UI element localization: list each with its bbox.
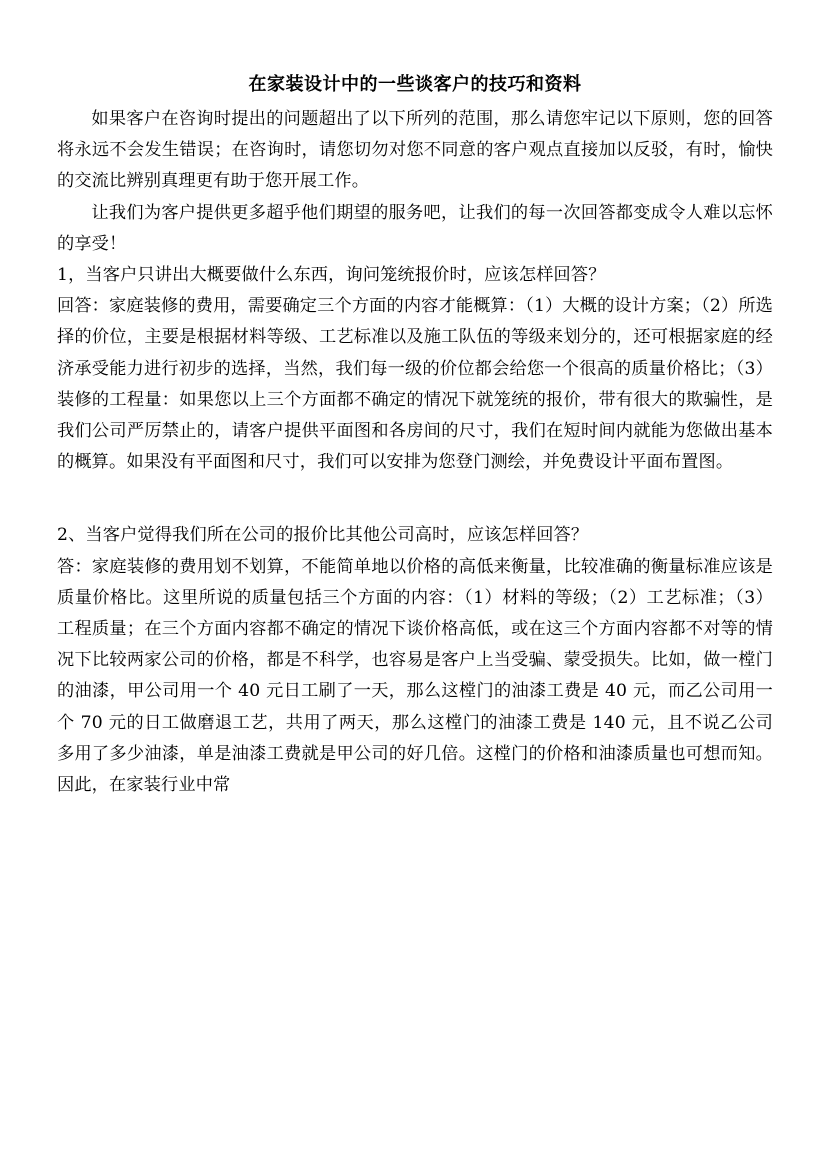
document-page: [57, 72, 773, 801]
question-1: 1，当客户只讲出大概要做什么东西，询问笼统报价时，应该怎样回答？: [57, 265, 606, 286]
intro-paragraph-2: 让我们为客户提供更多超乎他们期望的服务吧，让我们的每一次回答都变成令人难以忘怀的享受！: [57, 202, 773, 254]
intro-paragraph-1: 如果客户在咨询时提出的问题超出了以下所列的范围，那么请您牢记以下原则，您的回答将永远不会发生错误；在咨询时，请您切勿对您不同意的客户观点直接加以反驳，有时，愉快的交流比辨别真理更有助于您开展工作。: [57, 109, 773, 192]
question-2: 2、当客户觉得我们所在公司的报价比其他公司高时，应该怎样回答？: [57, 525, 589, 546]
answer-1: 回答：家庭装修的费用，需要确定三个方面的内容才能概算：（1）大概的设计方案；（2）所选择的价位，主要是根据材料等级、工艺标准以及施工队伍的等级来划分的，还可根据家庭的经济承受能力进行初步的选择，当然，我们每一级的价位都会给您一个很高的质量价格比；（3）装修的工程量：如果您以上三个方面都不确定的情况下就笼统的报价，带有很大的欺骗性，是我们公司严厉禁止的，请客户提供平面图和各房间的尺寸，我们在短时间内就能为您做出基本的概算。如果没有平面图和尺寸，我们可以安排为您登门测绘，并免费设计平面布置图。: [57, 296, 773, 473]
document-title: 在家装设计中的一些谈客户的技巧和资料: [248, 74, 582, 95]
answer-2: 答：家庭装修的费用划不划算，不能简单地以价格的高低来衡量，比较准确的衡量标准应该是质量价格比。这里所说的质量包括三个方面的内容：（1）材料的等级；（2）工艺标准；（3）工程质量；在三个方面内容都不确定的情况下谈价格高低，或在这三个方面内容都不对等的情况下比较两家公司的价格，都是不科学，也容易是客户上当受骗、蒙受损失。比如，做一樘门的油漆，甲公司用一个 40 元日工刷了一天，那么这樘门的油漆工费是 40 元，而乙公司用一个 70 元的日工做磨退工艺，共用了两天，那么这樘门的油漆工费是 140 元，且不说乙公司多用了多少油漆，单是油漆工费就是甲公司的好几倍。这樘门的价格和油漆质量也可想而知。因此，在家装行业中常: [57, 556, 773, 796]
section-spacer: [57, 478, 773, 520]
